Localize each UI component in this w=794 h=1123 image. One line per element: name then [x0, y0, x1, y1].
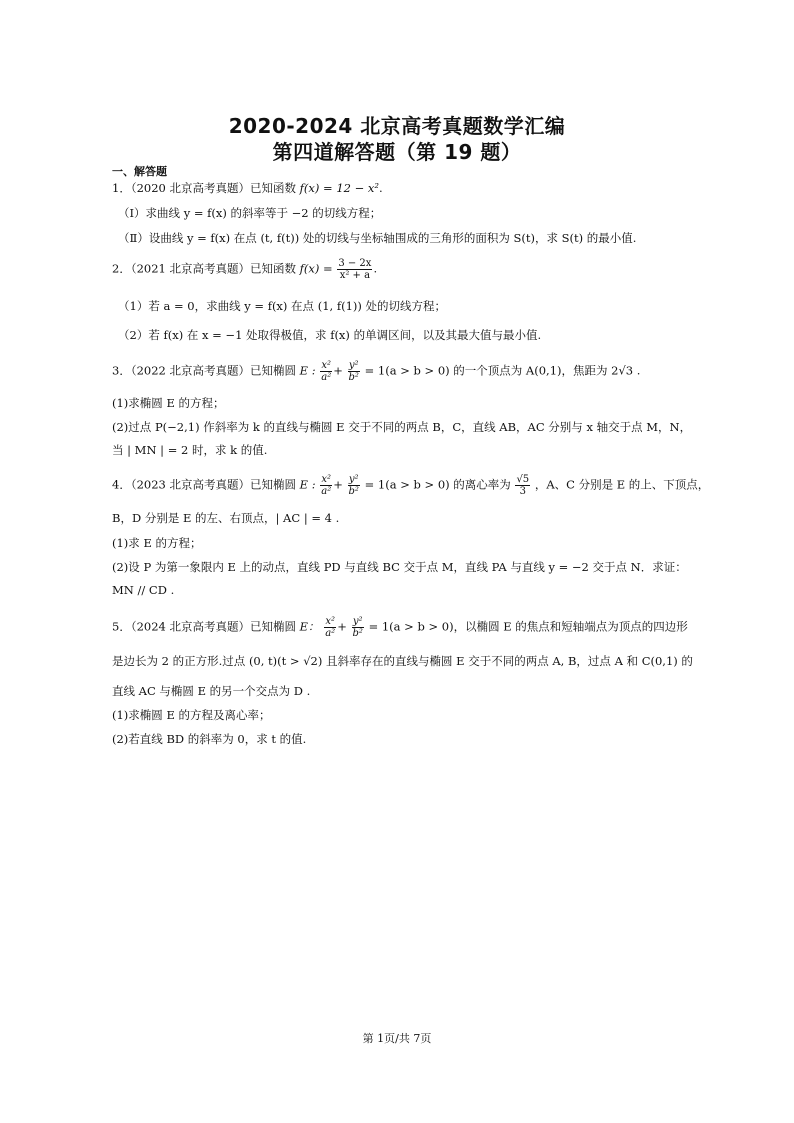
q4-part1: (1)求 E 的方程； [112, 536, 202, 550]
page-title: 2020-2024 北京高考真题数学汇编 [228, 114, 566, 138]
q3-tail: = 1(a > b > 0) 的一个顶点为 A(0,1)，焦距为 2√3 . [364, 363, 641, 378]
q3-x-den: a² [321, 372, 332, 383]
q3-part1: (1)求椭圆 E 的方程； [112, 396, 225, 410]
q5-line3: 直线 AC 与椭圆 E 的另一个交点为 D . [112, 684, 311, 698]
q4-ecc-num: √5 [516, 474, 530, 485]
q3-plus: + [333, 363, 343, 378]
q1-intro: 1．（2020 北京高考真题）已知函数 [112, 181, 296, 195]
q3-intro-line [112, 360, 694, 383]
q1-part1: （Ⅰ）求曲线 y = f(x) 的斜率等于 −2 的切线方程； [118, 206, 382, 220]
q3-x-num: x² [321, 360, 332, 371]
q4-line2: B，D 分别是 E 的左、右顶点，| AC | = 4 . [112, 511, 340, 525]
q4-tail: ，A、C 分别是 E 的上、下顶点， [534, 477, 710, 492]
q4-part2b: MN // CD . [112, 583, 175, 597]
q4-x-den: a² [321, 486, 332, 497]
q5-intro: 5．（2024 北京高考真题）已知椭圆 [112, 619, 296, 634]
q3-y-den: b² [348, 372, 359, 383]
section-heading: 一、解答题 [112, 165, 167, 178]
q2-part1: （1）若 a = 0，求曲线 y = f(x) 在点 (1, f(1)) 处的切线方程； [118, 299, 447, 313]
q5-x-fraction [324, 616, 336, 639]
q4-part2a: (2)设 P 为第一象限内 E 上的动点，直线 PD 与直线 BC 交于点 M，直线 PA 与直线 y = −2 交于点 N．求证： [112, 560, 687, 574]
q2-intro-line: 2．（2021 北京高考真题）已知函数 f(x) = $\frac{3 - 2x}{\text{x² + a}}$ . [112, 258, 378, 281]
q5-line2: 是边长为 2 的正方形.过点 (0, t)(t > √2) 且斜率存在的直线与椭圆 E 交于不同的两点 A, B，过点 A 和 C(0,1) 的 [112, 654, 693, 668]
q2-f-den: x² + a [339, 270, 371, 281]
page-footer: 第 1页/共 7页 [362, 1032, 432, 1045]
q2-intro: 2．（2021 北京高考真题）已知函数 [112, 261, 296, 276]
q1-formula: f(x) = 12 − x² [299, 181, 379, 195]
page-subtitle: 第四道解答题（第 19 题） [272, 140, 522, 164]
q4-mid: = 1(a > b > 0) 的离心率为 [364, 477, 511, 492]
q5-x-den: a² [325, 628, 336, 639]
q5-x-num: x² [325, 616, 336, 627]
q4-intro-line [112, 474, 710, 497]
q5-y-num: y² [352, 616, 363, 627]
q4-plus: + [333, 477, 343, 492]
q4-x-fraction [320, 474, 332, 497]
q1-part2: （Ⅱ）设曲线 y = f(x) 在点 (t, f(t)) 处的切线与坐标轴围成的三角形的面积为 S(t)，求 S(t) 的最小值. [118, 231, 637, 245]
q5-intro-line [112, 616, 694, 639]
q3-y-num: y² [348, 360, 359, 371]
q2-part2: （2）若 f(x) 在 x = −1 处取得极值，求 f(x) 的单调区间，以及其最大值与最小值. [118, 328, 542, 342]
q1-intro-line: 1．（2020 北京高考真题）已知函数 f(x) = 12 − x². [112, 181, 383, 195]
q3-x-fraction [320, 360, 332, 383]
q4-y-num: y² [348, 474, 359, 485]
q4-ecc-den: 3 [519, 486, 526, 497]
q4-y-den: b² [348, 486, 359, 497]
q3-intro: 3．（2022 北京高考真题）已知椭圆 [112, 363, 296, 378]
q5-part2: (2)若直线 BD 的斜率为 0，求 t 的值. [112, 732, 307, 746]
q4-y-fraction [348, 474, 360, 497]
q2-fraction [337, 258, 372, 281]
q4-intro: 4．（2023 北京高考真题）已知椭圆 [112, 477, 296, 492]
q5-plus: + [337, 619, 347, 634]
q3-part2a: (2)过点 P(−2,1) 作斜率为 k 的直线与椭圆 E 交于不同的两点 B，C，直线 AB，AC 分别与 x 轴交于点 M，N， [112, 420, 692, 434]
q4-ecc-fraction [515, 474, 530, 497]
q5-y-fraction [352, 616, 364, 639]
q4-e-label: E : [299, 477, 316, 492]
q4-x-num: x² [321, 474, 332, 485]
q3-y-fraction [348, 360, 360, 383]
q2-f-lhs: f(x) = [299, 261, 333, 276]
q5-e-label: E： [299, 619, 320, 634]
q2-f-num: 3 − 2x [338, 258, 372, 269]
q3-e-label: E : [299, 363, 316, 378]
q3-part2b: 当 | MN | = 2 时，求 k 的值. [112, 443, 268, 457]
q5-y-den: b² [352, 628, 363, 639]
q5-tail: = 1(a > b > 0)，以椭圆 E 的焦点和短轴端点为顶点的四边形 [368, 619, 688, 634]
q5-part1: (1)求椭圆 E 的方程及离心率； [112, 708, 271, 722]
